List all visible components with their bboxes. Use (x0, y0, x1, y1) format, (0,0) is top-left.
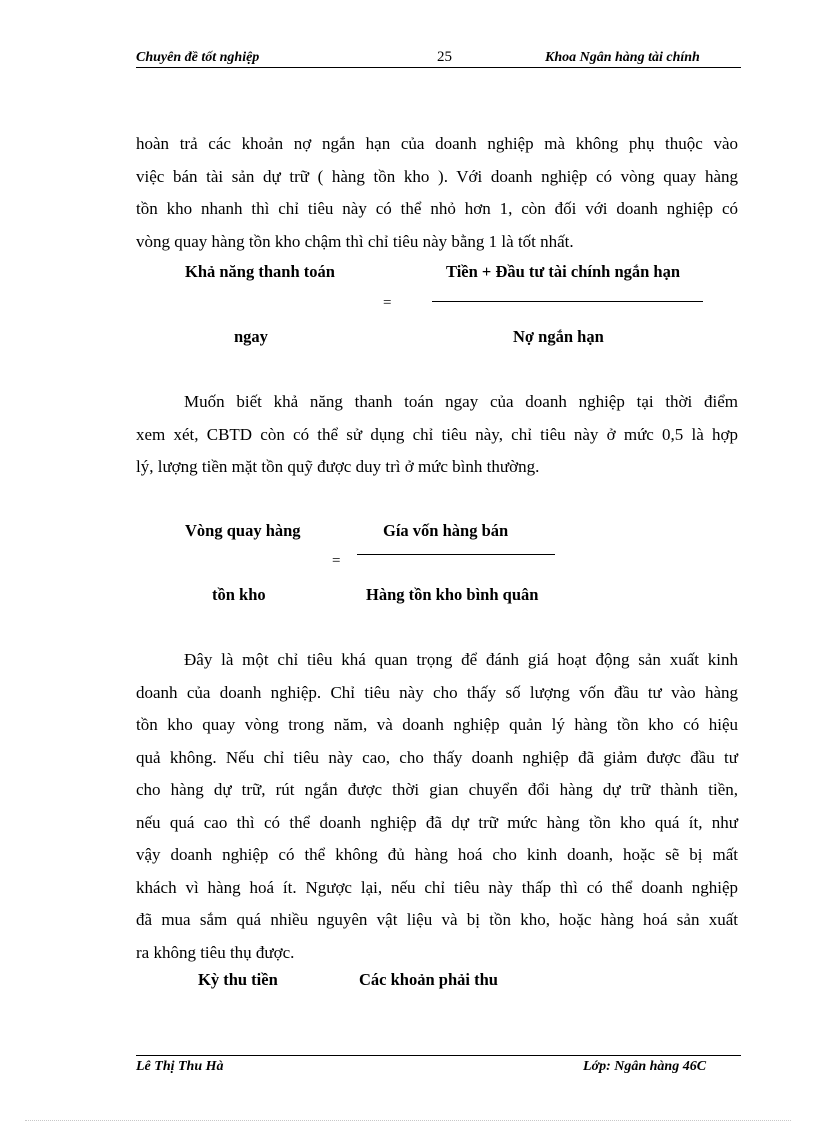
paragraph-line: ra không tiêu thụ được. (136, 942, 295, 962)
formula2-numerator: Gía vốn hàng bán (383, 521, 509, 540)
header-title-right: Khoa Ngân hàng tài chính (545, 50, 700, 65)
paragraph-1 (136, 128, 738, 258)
footer-class: Lớp: Ngân hàng 46C (583, 1059, 707, 1074)
formula2-fraction-bar (357, 554, 555, 555)
paragraph-line: tồn kho quay vòng trong năm, và doanh nghiệp quản lý hàng tồn kho có hiệu (136, 715, 738, 734)
formula3-numerator: Các khoản phải thu (359, 970, 498, 989)
paragraph-2 (136, 386, 738, 484)
page-number: 25 (437, 49, 452, 65)
paragraph-line: doanh của doanh nghiệp. Chỉ tiêu này cho thấy số lượng vốn đầu tư vào hàng (136, 682, 738, 702)
formula1-fraction-bar (432, 301, 703, 302)
header-title-left: Chuyên đề tốt nghiệp (136, 50, 260, 65)
footer-rule (136, 1055, 741, 1056)
paragraph-line: khách vì hàng hoá ít. Ngược lại, nếu chỉ tiêu này thấp thì có thể doanh nghiệp (136, 877, 738, 897)
formula2-name-line2: tồn kho (212, 585, 266, 604)
paragraph-line: nếu quá cao thì có thể doanh nghiệp đã dự trữ mức hàng tồn kho quá ít, như (136, 812, 738, 832)
formula1-name-line1: Khả năng thanh toán (185, 262, 335, 281)
paragraph-3 (136, 644, 738, 969)
formula2-denominator: Hàng tồn kho bình quân (366, 585, 539, 604)
formula1-numerator: Tiền + Đầu tư tài chính ngắn hạn (446, 262, 681, 281)
header-rule (136, 67, 741, 68)
formula1-denominator: Nợ ngắn hạn (513, 327, 604, 346)
paragraph-line: lý, lượng tiền mặt tồn quỹ được duy trì ở mức bình thường. (136, 457, 540, 476)
paragraph-line: Đây là một chỉ tiêu khá quan trọng để đánh giá hoạt động sản xuất kinh (184, 650, 738, 669)
formula3-name-line1: Kỳ thu tiền (198, 970, 278, 989)
paragraph-line: Muốn biết khả năng thanh toán ngay của doanh nghiệp tại thời điểm (184, 392, 738, 411)
formula2-name-line1: Vòng quay hàng (185, 521, 301, 540)
paragraph-line: quả không. Nếu chỉ tiêu này cao, cho thấy doanh nghiệp đã giảm được đầu tư (136, 747, 738, 767)
page-edge-divider (25, 1120, 791, 1121)
footer-author: Lê Thị Thu Hà (136, 1059, 224, 1074)
formula2-equals: = (332, 553, 341, 569)
paragraph-line: hoàn trả các khoản nợ ngắn hạn của doanh nghiệp mà không phụ thuộc vào (136, 134, 738, 153)
formula1-equals: = (383, 295, 392, 311)
formula1-name-line2: ngay (234, 327, 268, 346)
paragraph-line: vòng quay hàng tồn kho chậm thì chỉ tiêu này bằng 1 là tốt nhất. (136, 231, 574, 251)
paragraph-line: cho hàng dự trữ, rút ngắn được thời gian chuyển đổi hàng dự trữ thành tiền, (136, 780, 738, 799)
paragraph-line: xem xét, CBTD còn có thể sử dụng chỉ tiêu này, chỉ tiêu này ở mức 0,5 là hợp (136, 424, 738, 444)
paragraph-line: vậy doanh nghiệp có thể không đủ hàng hoá cho kinh doanh, hoặc sẽ bị mất (136, 845, 738, 864)
paragraph-line: tồn kho nhanh thì chỉ tiêu này có thể nhỏ hơn 1, còn đối với doanh nghiệp có (136, 199, 738, 218)
paragraph-line: đã mua sắm quá nhiều nguyên vật liệu và bị tồn kho, hoặc hàng hoá sản xuất (136, 910, 738, 929)
paragraph-line: việc bán tài sản dự trữ ( hàng tồn kho ). Với doanh nghiệp có vòng quay hàng (136, 166, 738, 186)
